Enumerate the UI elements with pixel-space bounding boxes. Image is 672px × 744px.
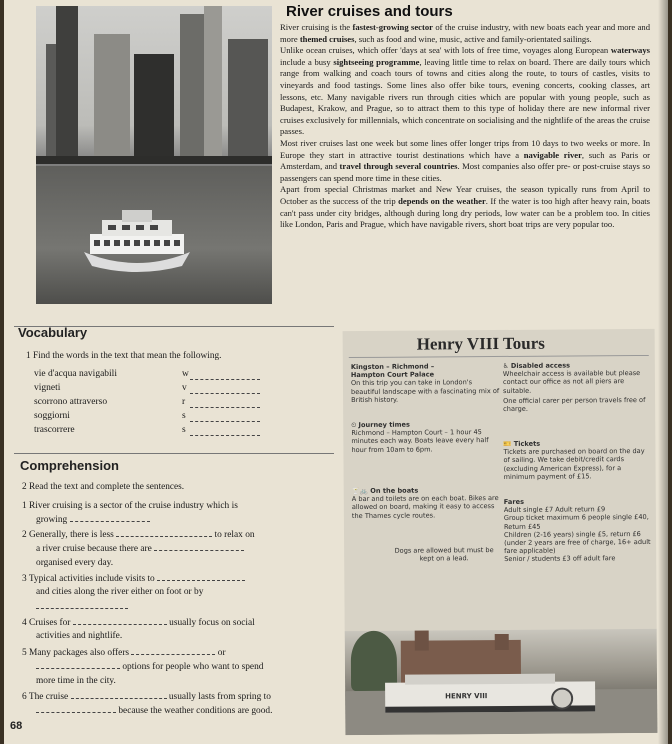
- dogs-note: Dogs are allowed but must be kept on a lead.: [394, 546, 494, 563]
- answer-blank[interactable]: [190, 435, 260, 436]
- cruise-boat-icon: [82, 204, 192, 274]
- clock-icon: ⏲: [351, 420, 357, 430]
- boat-name: HENRY VIII: [445, 692, 488, 701]
- vocab-item: trascorrere s: [34, 425, 304, 439]
- palace-boat-photo: [345, 629, 658, 735]
- page-edge-shadow: [658, 0, 668, 744]
- vocab-item: vigneti v: [34, 383, 304, 397]
- article-paragraph: Unlike ocean cruises, which offer 'days at sea' with lots of free time, voyages along European waterways include a busy sightseeing programme, leaving little time to relax on board. There are daily tours which range from walking and coach tours of towns and cities along the route, to tours of castles, visits to vineyards and food tastings. Some lines also offer bike tours, evening concerts, cooking classes, art lessons, etc. Many navigable rivers run through cities which are popular with young people, such as Budapest, Krakow, and Prague, so to attract them to this type of holiday there are new informal river cruises exclusively for millennials, which concentrate on socialising and the nightlife of the areas the cruise passes.: [280, 45, 650, 137]
- boats-description: A bar and toilets are on each boat. Bikes are allowed on board, making it easy to access the Thames cycle routes.: [351, 494, 499, 520]
- answer-blank[interactable]: [36, 704, 116, 713]
- answer-blank[interactable]: [36, 600, 128, 609]
- route-destination: Hampton Court Palace: [350, 370, 435, 380]
- fare-item: Senior / students £3 off adult fare: [504, 554, 616, 564]
- answer-blank[interactable]: [131, 646, 215, 655]
- article-paragraph: Most river cruises last one week but some lines offer longer trips from 10 days to two weeks or more. In Europe they start in attractive tourist destinations which have a navigable river, such as Paris or Amsterdam, and travel through several countries. Most companies also offer pre- or post-cruise stays so passengers can spend more time in these cities.: [280, 137, 650, 183]
- carer-note: One official carer per person travels free of charge.: [503, 395, 646, 413]
- sentence-4: 4 Cruises for usually focus on social activities and nightlife.: [22, 618, 255, 642]
- comprehension-instruction: 2 Read the text and complete the sentences.: [22, 482, 185, 492]
- answer-blank[interactable]: [116, 528, 212, 537]
- answer-blank[interactable]: [190, 379, 260, 380]
- tickets-description: Tickets are purchased on board on the day of sailing. We take debit/credit cards (excluding American Express), for a minimum payment of £15.: [503, 447, 645, 481]
- section-divider: [14, 453, 334, 454]
- answer-blank[interactable]: [154, 542, 244, 551]
- answer-blank[interactable]: [190, 393, 260, 394]
- sentence-6: 6 The cruise usually lasts from spring to because the weather conditions are good.: [22, 692, 273, 717]
- article-paragraph: River cruising is the fastest-growing sector of the cruise industry, with new boats each year and more and more themed cruises, such as food and wine, music, active and family-orientated sailings.: [280, 22, 650, 44]
- textbook-page: [4, 0, 668, 744]
- answer-blank[interactable]: [190, 421, 260, 422]
- river-boat-photo: [36, 6, 272, 304]
- vocabulary-heading: Vocabulary: [18, 325, 88, 340]
- answer-blank[interactable]: [157, 572, 245, 581]
- answer-blank[interactable]: [190, 407, 260, 408]
- vocab-item: scorrono attraverso r: [34, 397, 304, 411]
- vocabulary-instruction: 1 Find the words in the text that mean the following.: [26, 351, 222, 361]
- route-description: On this trip you can take in London's beautiful landscape with a fascinating mix of British history.: [350, 378, 500, 404]
- bar-bike-icon: 🍸🚲: [351, 486, 369, 496]
- comprehension-heading: Comprehension: [20, 458, 119, 473]
- access-description: Wheelchair access is available but please contact our office as not all piers are suitable.: [502, 369, 641, 395]
- page-number: 68: [10, 720, 23, 732]
- tour-leaflet: Henry VIII Tours Kingston – Richmond – Hampton Court Palace On this trip you can take in London's beautiful landscape with a fascinating mix of British history. ⏲ Journey times Richmond – Hampton Court – 1 hour 45 minutes each way. Boats leave every half hour from 10am to 6pm. 🍸🚲 On the boats A bar and toilets are on each boat. Bikes are allowed on board, making it easy to access the Thames cycle routes. Dogs are allowed but must be kept on a lead. ♿ Disabled access Wheelchair access is available but please contact our office as not all piers are suitable. One official carer per person travels free of charge. 🎫 Tickets Tickets are purchased on board on the day of sailing. We take debit/credit cards (excluding American Express), for a minimum payment of £15. Fares Adult single £7 Adult return £9 Group ticket maximum 6 people single £40, Return £45 Children (2-16 years) single £5, return £6 (under 2 years are free of charge, 16+ adult fare applicable) Senior / students £3 off adult fare HENRY VIII: [343, 329, 658, 735]
- fare-item: Children (2-16 years) single £5, return £6 (under 2 years are free of charge, 16+ adult fare applicable): [503, 529, 651, 556]
- leaflet-title: Henry VIII Tours: [416, 333, 545, 354]
- vocab-item: vie d'acqua navigabili w: [34, 369, 304, 383]
- route-heading: Kingston – Richmond –: [350, 362, 435, 372]
- ticket-icon: 🎫: [503, 439, 512, 448]
- vocab-item: soggiorni s: [34, 411, 304, 425]
- journey-description: Richmond – Hampton Court – 1 hour 45 minutes each way. Boats leave every half hour from 10am to 6pm.: [351, 428, 489, 454]
- wheelchair-icon: ♿: [502, 361, 509, 370]
- answer-blank[interactable]: [70, 513, 150, 522]
- sentence-5: 5 Many packages also offers or options for people who want to spend more time in the city.: [22, 648, 264, 686]
- article-body: [280, 22, 650, 231]
- leaflet-divider: [349, 355, 649, 358]
- fares-heading: Fares: [503, 497, 525, 506]
- fare-item: Group ticket maximum 6 people single £40, Return £45: [503, 513, 649, 531]
- answer-blank[interactable]: [71, 690, 167, 699]
- fare-item: Adult single £7 Adult return £9: [503, 505, 606, 515]
- answer-blank[interactable]: [36, 660, 120, 669]
- answer-blank[interactable]: [73, 616, 167, 625]
- article-title: River cruises and tours: [286, 3, 453, 20]
- sentence-1: 1 River cruising is a sector of the cruise industry which is growing: [22, 501, 238, 526]
- article-paragraph: Apart from special Christmas market and New Year cruises, the season typically runs from April to October as the success of the trip depends on the weather. If the water is too high after heavy rain, boats can't pass under city bridges, although during long dry periods, low water can be a problem too. In cities like London, Paris and Prague, which have navigable rivers, short boat trips are very popular too.: [280, 184, 650, 230]
- sentence-3: 3 Typical activities include visits to and cities along the river either on foot or by: [22, 572, 322, 614]
- sentence-2: 2 Generally, there is less to relax on a river cruise because there are organised every day.: [22, 530, 255, 568]
